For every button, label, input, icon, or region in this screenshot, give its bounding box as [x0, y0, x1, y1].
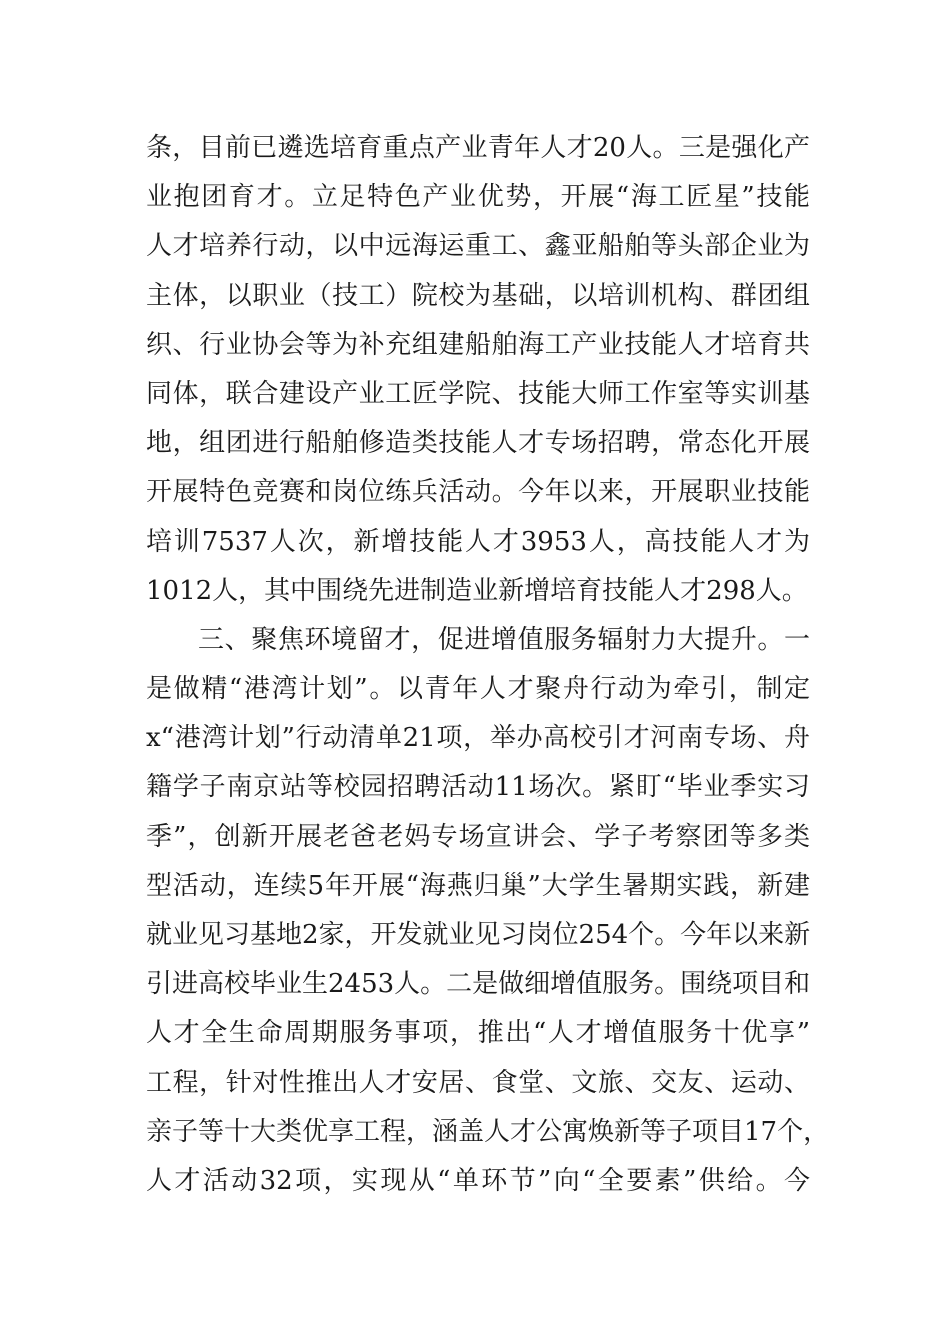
text-line: x“港湾计划”行动清单21项，举办高校引才河南专场、舟 [146, 723, 810, 754]
text-line: 业抱团育才。立足特色产业优势，开展“海工匠星”技能 [146, 182, 810, 213]
text-line: 主体，以职业（技工）院校为基础，以培训机构、群团组 [146, 280, 810, 311]
text-line: 季”，创新开展老爸老妈专场宣讲会、学子考察团等多类 [146, 821, 810, 852]
text-line: 型活动，连续5年开展“海燕归巢”大学生暑期实践，新建 [146, 870, 810, 901]
text-line: 引进高校毕业生2453人。二是做细增值服务。围绕项目和 [146, 969, 811, 1000]
text-line: 亲子等十大类优享工程，涵盖人才公寓焕新等子项目17个， [146, 1116, 830, 1147]
paragraph-last-line: 1012人，其中围绕先进制造业新增培育技能人才298人。 [146, 575, 808, 606]
text-line: 同体，联合建设产业工匠学院、技能大师工作室等实训基 [146, 378, 810, 409]
text-line: 工程，针对性推出人才安居、食堂、文旅、交友、运动、 [146, 1067, 810, 1098]
section-heading-line: 三、聚焦环境留才，促进增值服务辐射力大提升。一 [198, 624, 810, 655]
text-line: 地，组团进行船舶修造类技能人才专场招聘，常态化开展 [146, 428, 810, 459]
body-text [146, 124, 830, 1206]
text-line: 条，目前已遴选培育重点产业青年人才20人。三是强化产 [146, 133, 810, 163]
text-line: 人才全生命周期服务事项，推出“人才增值服务十优享” [146, 1018, 810, 1049]
text-line: 人才活动32项，实现从“单环节”向“全要素”供给。今 [146, 1165, 810, 1196]
text-line: 培训7537人次，新增技能人才3953人，高技能人才为 [146, 526, 810, 557]
text-line: 是做精“港湾计划”。以青年人才聚舟行动为牵引，制定 [146, 674, 810, 705]
text-line: 就业见习基地2家，开发就业见习岗位254个。今年以来新 [146, 920, 811, 950]
text-line: 人才培养行动，以中远海运重工、鑫亚船舶等头部企业为 [146, 231, 810, 262]
text-line: 织、行业协会等为补充组建船舶海工产业技能人才培育共 [146, 329, 810, 360]
text-line: 籍学子南京站等校园招聘活动11场次。紧盯“毕业季实习 [146, 772, 810, 803]
text-line: 开展特色竞赛和岗位练兵活动。今年以来，开展职业技能 [146, 477, 810, 508]
